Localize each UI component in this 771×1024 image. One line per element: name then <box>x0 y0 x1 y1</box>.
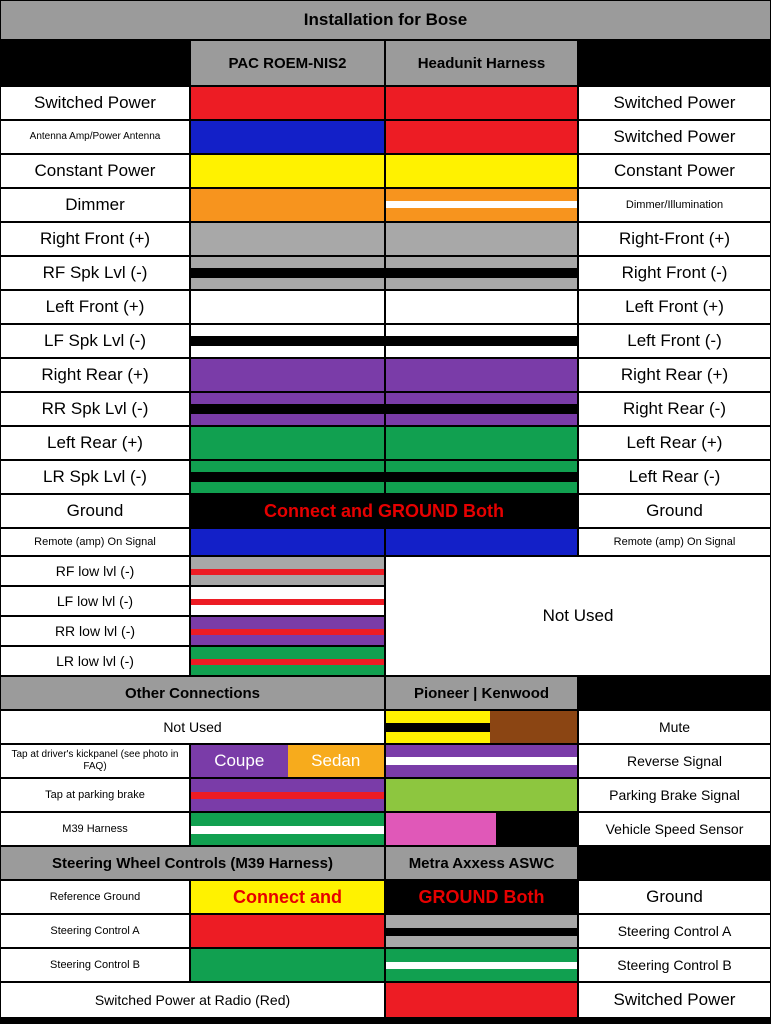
wire-stripe <box>191 826 384 834</box>
wire-headunit <box>385 188 578 222</box>
row-label-right: Mute <box>578 710 771 744</box>
header-right-spacer <box>578 40 771 86</box>
wire-pac <box>190 358 385 392</box>
wire-headunit <box>385 120 578 154</box>
row-label-right: Switched Power <box>578 120 771 154</box>
table-row <box>0 914 771 948</box>
row-label-left: Dimmer <box>0 188 190 222</box>
coupe-cell[interactable]: Coupe <box>191 745 288 777</box>
table-row <box>0 86 771 120</box>
table-row <box>0 426 771 460</box>
row-label-right: Steering Control A <box>578 914 771 948</box>
row-label-right: Right Rear (+) <box>578 358 771 392</box>
wire-headunit <box>385 948 578 982</box>
row-label-left: Constant Power <box>0 154 190 188</box>
row-label-left: RR low lvl (-) <box>0 616 190 646</box>
wire-headunit <box>385 914 578 948</box>
table-row <box>0 154 771 188</box>
section-right-spacer <box>578 676 771 710</box>
section-label-swc: Steering Wheel Controls (M39 Harness) <box>0 846 385 880</box>
wire-headunit <box>385 460 578 494</box>
not-used-block: Not Used <box>385 556 771 676</box>
row-label-left: LF low lvl (-) <box>0 586 190 616</box>
connect-and-overlay: Connect and <box>232 886 342 907</box>
row-label-right: Dimmer/Illumination <box>578 188 771 222</box>
wire-headunit <box>385 710 578 744</box>
wire-stripe <box>386 962 577 969</box>
row-label-left: Right Rear (+) <box>0 358 190 392</box>
section-label-other: Other Connections <box>0 676 385 710</box>
section-steering-wheel-controls <box>0 846 771 880</box>
table-row <box>0 982 771 1018</box>
wire-headunit <box>385 778 578 812</box>
table-row <box>0 948 771 982</box>
table-row <box>0 392 771 426</box>
row-label-right: Vehicle Speed Sensor <box>578 812 771 846</box>
wire-pac <box>190 86 385 120</box>
wire-stripe <box>386 201 577 208</box>
wire-headunit <box>385 256 578 290</box>
title-row <box>0 0 771 40</box>
table-row <box>0 120 771 154</box>
row-label-left: Remote (amp) On Signal <box>0 528 190 556</box>
wire-stripe <box>386 757 577 765</box>
wire-headunit <box>385 426 578 460</box>
row-label-left: Switched Power at Radio (Red) <box>0 982 385 1018</box>
wire-stripe <box>191 268 384 278</box>
row-label-right: Right Front (-) <box>578 256 771 290</box>
section-brand-pioneer-kenwood: Pioneer | Kenwood <box>385 676 578 710</box>
row-label-right: Remote (amp) On Signal <box>578 528 771 556</box>
wire-stripe <box>386 472 577 482</box>
row-label-right: Switched Power <box>578 86 771 120</box>
row-label-left: Antenna Amp/Power Antenna <box>0 120 190 154</box>
wire-stripe <box>191 472 384 482</box>
wire-pac <box>190 812 385 846</box>
row-label-left: Steering Control A <box>0 914 190 948</box>
row-label-left: RR Spk Lvl (-) <box>0 392 190 426</box>
row-label-left: Right Front (+) <box>0 222 190 256</box>
wire-pac <box>190 586 385 616</box>
connect-ground-both-overlay: Connect and GROUND Both <box>264 500 504 521</box>
wire-pac <box>190 556 385 586</box>
wire-pac <box>190 460 385 494</box>
header-pac: PAC ROEM-NIS2 <box>190 40 385 86</box>
table-row <box>0 222 771 256</box>
wire-stripe <box>386 404 577 414</box>
wire-pac <box>190 222 385 256</box>
row-label-left: Tap at parking brake <box>0 778 190 812</box>
row-label-left: Left Rear (+) <box>0 426 190 460</box>
wire-segment-brown <box>490 711 577 743</box>
section-brand-aswc: Metra Axxess ASWC <box>385 846 578 880</box>
row-label-left: Ground <box>0 494 190 528</box>
section-right-spacer <box>578 846 771 880</box>
row-label-left: Steering Control B <box>0 948 190 982</box>
row-label-right: Ground <box>578 880 771 914</box>
row-label-right: Right-Front (+) <box>578 222 771 256</box>
table-row <box>0 812 771 846</box>
row-label-left: Not Used <box>0 710 385 744</box>
wire-headunit <box>385 358 578 392</box>
wire-stripe <box>191 336 384 346</box>
table-row <box>0 494 771 528</box>
table-row <box>0 528 771 556</box>
row-label-right: Ground <box>578 494 771 528</box>
table-row <box>0 324 771 358</box>
sedan-cell[interactable]: Sedan <box>288 745 385 777</box>
wire-pac <box>190 290 385 324</box>
table-row <box>0 880 771 914</box>
table-row <box>0 778 771 812</box>
row-label-left: M39 Harness <box>0 812 190 846</box>
header-headunit: Headunit Harness <box>385 40 578 86</box>
wire-pac <box>190 880 385 914</box>
row-label-right: Left Rear (-) <box>578 460 771 494</box>
wire-pac <box>190 914 385 948</box>
wire-pac <box>190 256 385 290</box>
wire-headunit <box>385 86 578 120</box>
wire-stripe <box>386 336 577 346</box>
page-title: Installation for Bose <box>0 0 771 40</box>
wire-stripe <box>386 928 577 936</box>
wire-headunit <box>385 290 578 324</box>
ground-both-overlay: GROUND Both <box>418 886 545 907</box>
wire-ground-span <box>190 494 578 528</box>
wire-pac <box>190 528 385 556</box>
row-label-left: Tap at driver's kickpanel (see photo in FAQ) <box>0 744 190 778</box>
table-row <box>0 188 771 222</box>
wire-segment-magenta <box>386 813 496 845</box>
wire-pac <box>190 646 385 676</box>
row-label-left: Reference Ground <box>0 880 190 914</box>
wire-stripe <box>386 268 577 278</box>
row-label-left: RF low lvl (-) <box>0 556 190 586</box>
row-label-left: Left Front (+) <box>0 290 190 324</box>
table-row <box>0 256 771 290</box>
row-label-right: Steering Control B <box>578 948 771 982</box>
wire-headunit <box>385 324 578 358</box>
table-row <box>0 358 771 392</box>
row-label-left: LF Spk Lvl (-) <box>0 324 190 358</box>
wire-stripe <box>191 659 384 665</box>
wire-pac <box>190 948 385 982</box>
wire-stripe <box>191 629 384 635</box>
wire-headunit <box>385 154 578 188</box>
wire-headunit <box>385 812 578 846</box>
column-header-row <box>0 40 771 86</box>
table-row <box>0 290 771 324</box>
row-label-right: Parking Brake Signal <box>578 778 771 812</box>
wire-segment-yellow <box>386 711 492 743</box>
wire-stripe <box>191 569 384 575</box>
table-row <box>0 744 771 778</box>
row-label-right: Left Front (+) <box>578 290 771 324</box>
row-label-right: Constant Power <box>578 154 771 188</box>
wire-stripe <box>191 792 384 799</box>
header-left-spacer <box>0 40 190 86</box>
wire-pac <box>190 154 385 188</box>
row-label-left: LR low lvl (-) <box>0 646 190 676</box>
wire-headunit <box>385 982 578 1018</box>
wire-pac-coupe-sedan <box>190 744 385 778</box>
wire-pac <box>190 616 385 646</box>
wire-stripe <box>191 599 384 605</box>
wire-stripe <box>191 404 384 414</box>
wire-headunit <box>385 528 578 556</box>
wire-pac <box>190 426 385 460</box>
wire-headunit <box>385 880 578 914</box>
row-label-right: Reverse Signal <box>578 744 771 778</box>
low-level-block <box>0 556 771 676</box>
wire-pac <box>190 324 385 358</box>
row-label-left: LR Spk Lvl (-) <box>0 460 190 494</box>
row-label-right: Left Rear (+) <box>578 426 771 460</box>
section-other-connections <box>0 676 771 710</box>
wire-headunit <box>385 222 578 256</box>
wire-pac <box>190 778 385 812</box>
row-label-left: Switched Power <box>0 86 190 120</box>
wire-pac <box>190 120 385 154</box>
wire-stripe <box>386 723 492 732</box>
table-row <box>0 460 771 494</box>
wire-pac <box>190 392 385 426</box>
wire-headunit <box>385 392 578 426</box>
table-row <box>0 710 771 744</box>
wire-headunit <box>385 744 578 778</box>
row-label-right: Right Rear (-) <box>578 392 771 426</box>
row-label-right: Switched Power <box>578 982 771 1018</box>
wire-pac <box>190 188 385 222</box>
row-label-left: RF Spk Lvl (-) <box>0 256 190 290</box>
row-label-right: Left Front (-) <box>578 324 771 358</box>
